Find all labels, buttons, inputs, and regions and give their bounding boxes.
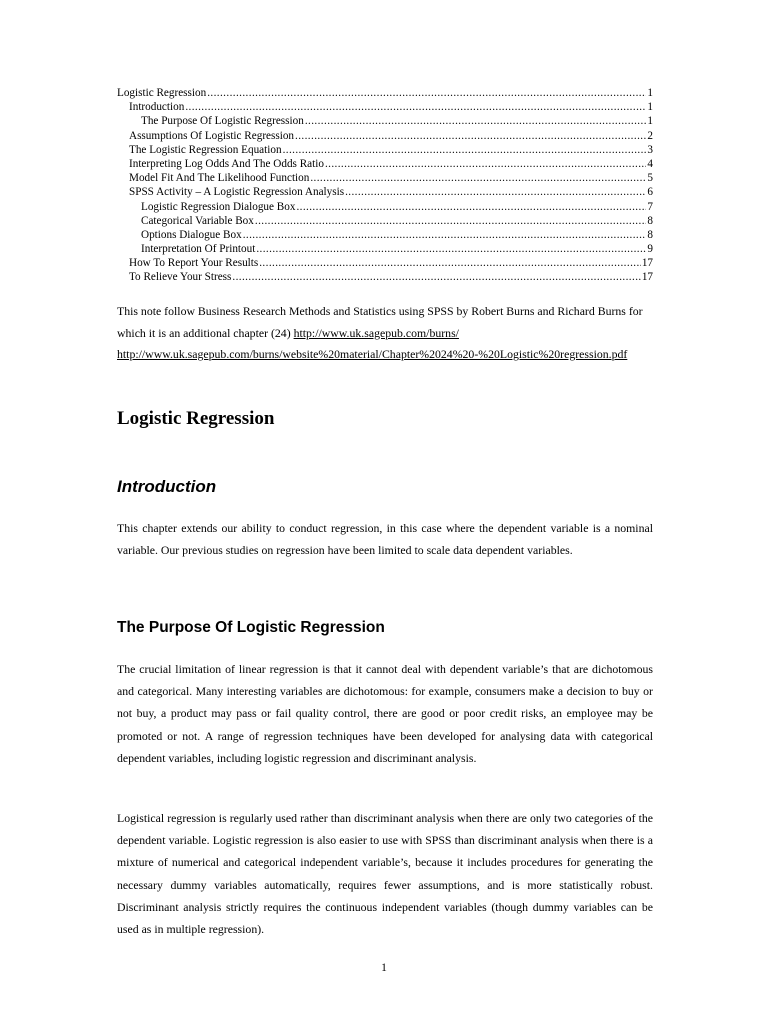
toc-entry-page: 7 bbox=[647, 200, 653, 213]
toc-dot-leader bbox=[345, 185, 646, 199]
toc-entry-page: 1 bbox=[647, 87, 653, 99]
toc-entry[interactable] bbox=[117, 129, 653, 143]
toc-entry[interactable] bbox=[117, 114, 653, 128]
toc-entry-title: Interpretation Of Printout bbox=[141, 243, 256, 256]
toc-dot-leader bbox=[305, 114, 647, 128]
toc-entry-title: Categorical Variable Box bbox=[141, 214, 254, 227]
purpose-heading: The Purpose Of Logistic Regression bbox=[117, 619, 385, 636]
page-number: 1 bbox=[381, 962, 387, 974]
table-of-contents bbox=[117, 86, 653, 285]
toc-entry-page: 9 bbox=[647, 243, 653, 256]
toc-entry[interactable] bbox=[117, 185, 653, 199]
toc-entry-title: How To Report Your Results bbox=[129, 257, 259, 270]
toc-entry-title: Interpreting Log Odds And The Odds Ratio bbox=[129, 157, 324, 170]
introduction-heading: Introduction bbox=[117, 477, 217, 496]
toc-entry-page: 3 bbox=[647, 143, 653, 156]
toc-entry[interactable] bbox=[117, 228, 653, 242]
toc-entry-title: Logistic Regression bbox=[117, 87, 207, 99]
toc-entry[interactable] bbox=[117, 214, 653, 228]
toc-entry[interactable] bbox=[117, 157, 653, 171]
toc-entry[interactable] bbox=[117, 100, 653, 114]
introduction-paragraph: This chapter extends our ability to conduct regression, in this case where the dependent variable is a nominal variable. Our previous studies on regression have been limited to scale data dependent variables. bbox=[117, 521, 653, 558]
toc-entry-title: The Purpose Of Logistic Regression bbox=[141, 115, 304, 128]
purpose-paragraph-2: Logistical regression is regularly used rather than discriminant analysis when there are only two categories of the dependent variable. Logistic regression is also easier to use with SPSS than discriminant analysis when there is a mixture of numerical and categorical independent variable’s, because it includes procedures for generating the necessary dummy variables automatically, requires fewer assumptions, and is more statistically robust. Discriminant analysis strictly requires the continuous independent variables (though dummy variables can be used as in multiple regression). bbox=[117, 811, 653, 937]
toc-dot-leader bbox=[256, 242, 646, 256]
toc-entry[interactable] bbox=[117, 256, 653, 270]
toc-dot-leader bbox=[255, 214, 647, 228]
toc-dot-leader bbox=[232, 270, 640, 284]
toc-entry-page: 2 bbox=[647, 129, 653, 142]
toc-entry-title: Assumptions Of Logistic Regression bbox=[129, 129, 295, 142]
toc-dot-leader bbox=[295, 129, 646, 143]
toc-entry-page: 6 bbox=[647, 186, 653, 199]
toc-entry-page: 1 bbox=[647, 115, 653, 128]
toc-dot-leader bbox=[283, 143, 647, 157]
toc-entry[interactable] bbox=[117, 270, 653, 284]
toc-entry-title: SPSS Activity – A Logistic Regression Analysis bbox=[129, 186, 345, 199]
toc-entry-page: 17 bbox=[641, 257, 653, 270]
toc-entry-page: 17 bbox=[641, 271, 653, 284]
toc-entry[interactable] bbox=[117, 200, 653, 214]
toc-entry[interactable] bbox=[117, 242, 653, 256]
toc-entry-title: Logistic Regression Dialogue Box bbox=[141, 200, 296, 213]
toc-dot-leader bbox=[296, 200, 646, 214]
toc-entry-page: 1 bbox=[647, 101, 653, 114]
toc-entry-title: Introduction bbox=[129, 101, 185, 114]
toc-entry[interactable] bbox=[117, 143, 653, 157]
main-heading: Logistic Regression bbox=[117, 408, 275, 429]
purpose-paragraph-1: The crucial limitation of linear regression is that it cannot deal with dependent variable’s that are dichotomous and categorical. Many interesting variables are dichotomous: for example, consumers make a decision to buy or not buy, a product may pass or fail quality control, there are good or poor credit risks, an employee may be promoted or not. A range of regression techniques have been developed for analysing data with categorical dependent variables, including logistic regression and discriminant analysis. bbox=[117, 662, 653, 765]
toc-entry[interactable] bbox=[117, 86, 653, 100]
toc-entry-title: Options Dialogue Box bbox=[141, 228, 242, 241]
sagepub-burns-link[interactable]: http://www.uk.sagepub.com/burns/ bbox=[293, 325, 459, 340]
toc-entry-page: 4 bbox=[647, 157, 653, 170]
toc-entry-page: 5 bbox=[647, 172, 653, 185]
toc-entry-page: 8 bbox=[647, 228, 653, 241]
toc-dot-leader bbox=[185, 100, 646, 114]
chapter-pdf-link[interactable]: http://www.uk.sagepub.com/burns/website%20material/Chapter%2024%20-%20Logistic%20regression.pdf bbox=[117, 347, 628, 361]
toc-dot-leader bbox=[243, 228, 647, 242]
toc-dot-leader bbox=[207, 86, 646, 100]
toc-dot-leader bbox=[310, 171, 646, 185]
source-note bbox=[117, 301, 653, 366]
toc-entry[interactable] bbox=[117, 171, 653, 185]
toc-dot-leader bbox=[325, 157, 646, 171]
toc-entry-title: To Relieve Your Stress bbox=[129, 271, 232, 284]
toc-dot-leader bbox=[259, 256, 641, 270]
toc-entry-title: The Logistic Regression Equation bbox=[129, 143, 282, 156]
toc-entry-page: 8 bbox=[647, 214, 653, 227]
source-note-text: This note follow Business Research Methods and Statistics using SPSS by Robert Burns and Richard Burns for which it is an additional chapter (24) bbox=[117, 304, 643, 340]
toc-entry-title: Model Fit And The Likelihood Function bbox=[129, 172, 310, 185]
